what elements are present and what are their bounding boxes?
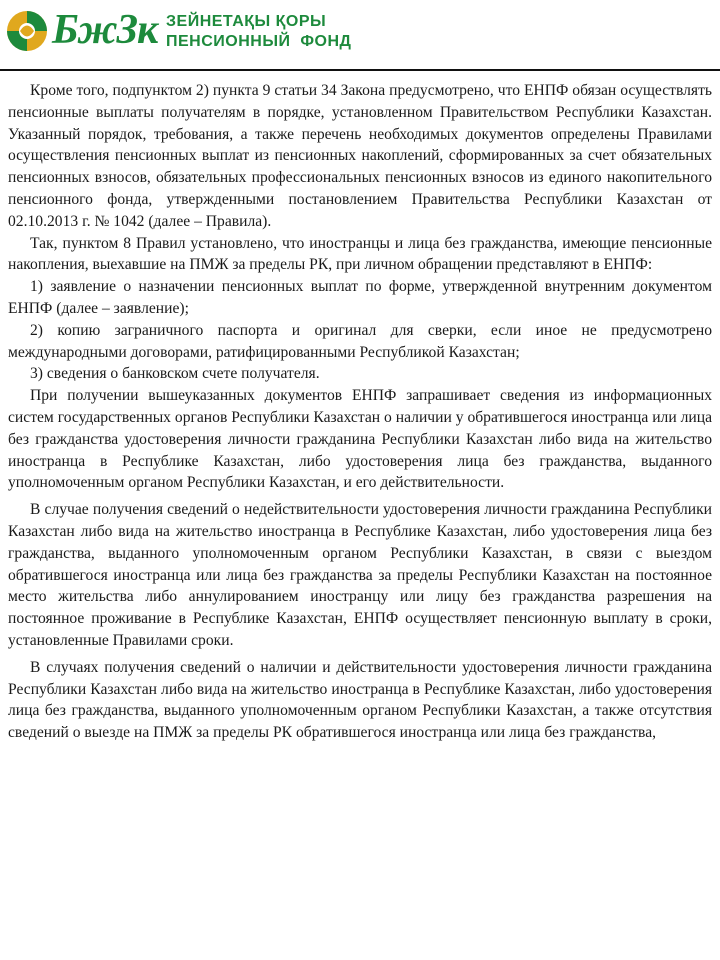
- paragraph-validity: В случаях получения сведений о наличии и действительности удостоверения личности гражданина Республики Казахстан либо вида на жительство иностранца в Республике Казахстан, либо удостоверения лица без гражданства, выданного уполномоченным органом Республики Казахстан, а также отсутствия сведений о выезде на ПМЖ за пределы РК обратившегося иностранца или лица без гражданства,: [8, 658, 712, 742]
- paragraph-verification: При получении вышеуказанных документов ЕНПФ запрашивает сведения из информационных систем государственных органов Республики Казахстан о наличии у обратившегося иностранца или лица без гражданства удостоверения личности гражданина Республики Казахстан либо вида на жительство иностранца в Республике Казахстан, либо удостоверения лица без гражданства, выданного уполномоченным органом Республики Казахстан, и его действительности.: [8, 387, 712, 492]
- list-item-2: 2) копию заграничного паспорта и оригинал для сверки, если иное не предусмотрено международными договорами, ратифицированными Республикой Казахстан;: [8, 321, 712, 361]
- document-body: [8, 80, 712, 744]
- paragraph-rule-8: Так, пунктом 8 Правил установлено, что иностранцы и лица без гражданства, имеющие пенсионные накопления, выехавшие на ПМЖ за пределы РК, при личном обращении представляют в ЕНПФ:: [8, 234, 712, 274]
- header-divider: [0, 69, 720, 71]
- page-header: [0, 0, 720, 66]
- logo-abbreviation: БжЗк: [52, 7, 158, 53]
- paragraph-intro: Кроме того, подпунктом 2) пункта 9 статьи 34 Закона предусмотрено, что ЕНПФ обязан осуществлять пенсионные выплаты получателям в порядке, установленном Правительством Республики Казахстан. Указанный порядок, требования, а также перечень необходимых документов определены Правилами осуществления пенсионных выплат из пенсионных накоплений, сформированных за счет обязательных пенсионных взносов, обязательных профессиональных пенсионных взносов из единого накопительного пенсионного фонда, утвержденными постановлением Правительства Республики Казахстан от 02.10.2013 г. № 1042 (далее – Правила).: [8, 82, 712, 230]
- fund-logo-icon: [6, 10, 48, 52]
- logo-name-kazakh: ЗЕЙНЕТАҚЫ ҚОРЫ: [166, 13, 327, 30]
- logo-name: [166, 12, 351, 52]
- logo-name-russian: ПЕНСИОННЫЙ ФОНД: [166, 33, 352, 50]
- list-item-3: 3) сведения о банковском счете получателя.: [30, 365, 320, 383]
- paragraph-invalidity: В случае получения сведений о недействительности удостоверения личности гражданина Республики Казахстан либо вида на жительство иностранца в Республике Казахстан, либо удостоверения лица без гражданства, выданного уполномоченным органом Республики Казахстан, в связи с выездом обратившегося иностранца или лица без гражданства за пределы Республики Казахстан на постоянное место жительства либо аннулированием иностранцу или лицу без гражданства разрешения на постоянное проживание в Республике Казахстан, ЕНПФ осуществляет пенсионную выплату в сроки, установленные Правилами сроки.: [8, 501, 712, 649]
- list-item-1: 1) заявление о назначении пенсионных выплат по форме, утвержденной внутренним документом ЕНПФ (далее – заявление);: [8, 278, 712, 317]
